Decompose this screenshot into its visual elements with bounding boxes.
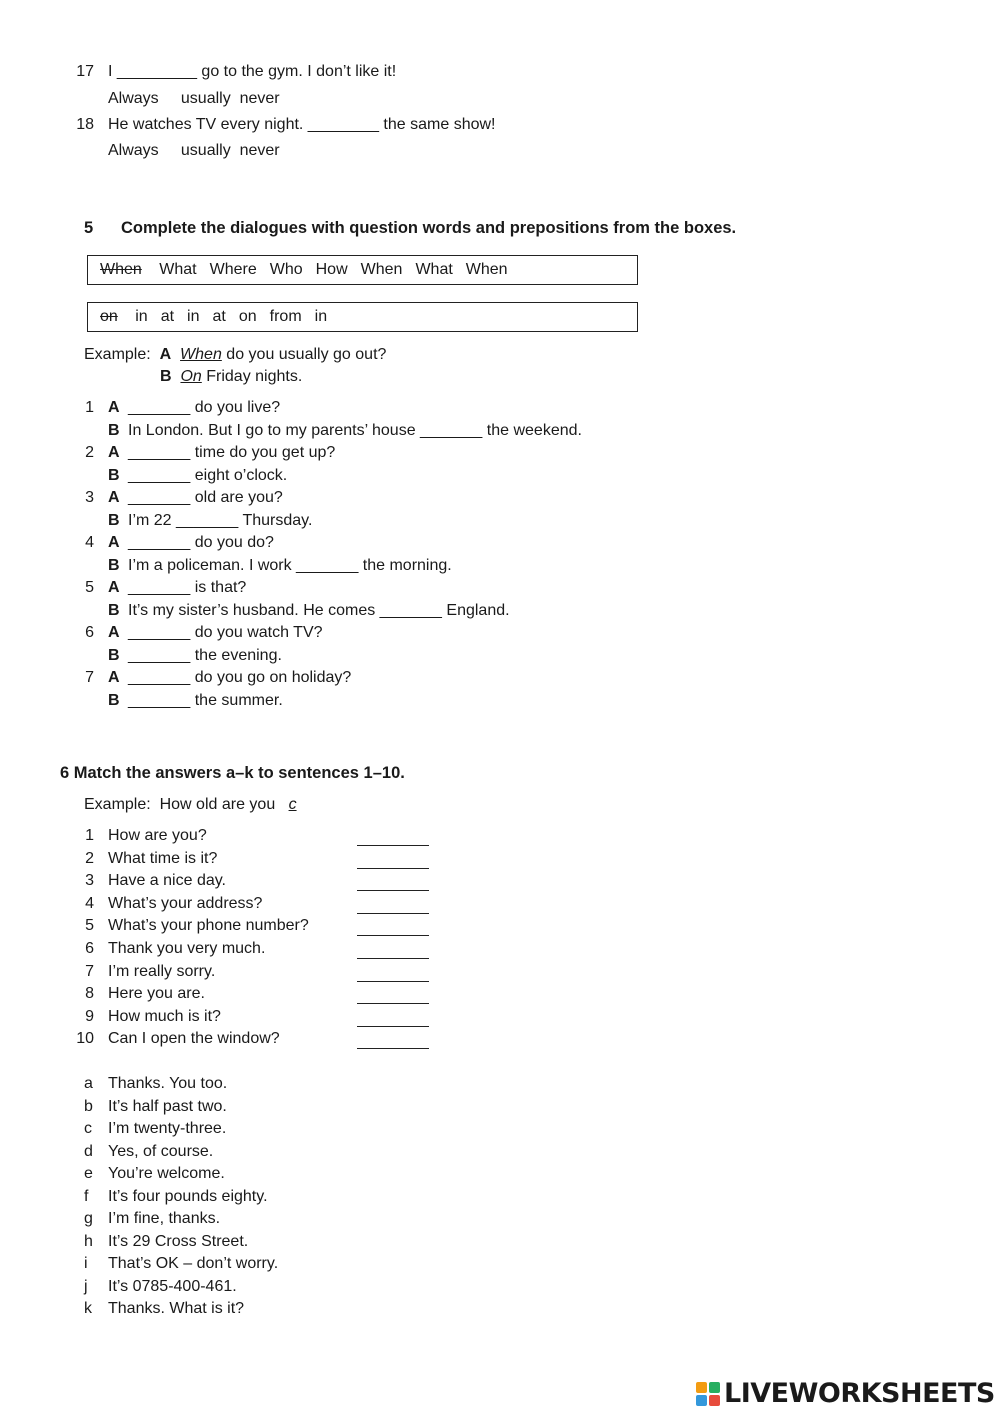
sentence-number: 4 [85,894,94,912]
speaker-a: A [108,579,120,596]
answer-letter: k [84,1300,92,1317]
speaker-a: A [108,444,120,461]
answer-blank[interactable] [357,935,429,936]
answer-blank[interactable] [357,958,429,959]
answer-letter: j [84,1277,88,1295]
answer-text: Thanks. What is it? [108,1300,245,1317]
box-word: What [415,261,453,278]
answer-letter: a [84,1075,93,1092]
question-options: Always usually never [108,90,280,107]
box-word: in [187,308,200,325]
box-word: in [135,308,148,325]
speaker-a: A [108,399,120,416]
speaker-a: A [108,489,120,506]
dialogue-line-a: _______ do you go on holiday? [128,669,352,686]
question-number: 18 [76,116,94,133]
dialogue-number: 4 [85,534,94,551]
section-5-title: Complete the dialogues with question words and prepositions from the boxes. [121,219,737,237]
dialogue-line-b: In London. But I go to my parents’ house _______ the weekend. [128,422,582,439]
dialogue-line-a: _______ old are you? [128,489,283,506]
dialogue-number: 5 [85,579,94,596]
dialogue-line-b: I’m a policeman. I work _______ the morning. [128,557,452,574]
answer-text: Thanks. You too. [108,1075,228,1092]
sentence-text: Thank you very much. [108,940,266,957]
question-text: I _________ go to the gym. I don’t like it! [108,63,397,80]
struck-word: When [100,261,142,278]
speaker-a: A [159,346,172,363]
sentence-text: How much is it? [108,1007,221,1025]
dialogue-line-a: _______ do you live? [128,399,281,416]
box-word: What [159,261,197,278]
dialogue-line-a: _______ do you watch TV? [128,624,323,641]
answer-letter: c [84,1120,92,1137]
speaker-b: B [108,692,120,709]
dialogue-number: 6 [85,624,94,641]
answer-text: I’m fine, thanks. [108,1210,221,1227]
dialogue-number: 2 [85,444,94,461]
box-word: How [315,261,348,278]
answer-text: It’s half past two. [108,1097,227,1115]
example-line-a [84,345,386,365]
box-word: at [212,308,226,325]
box-word: at [160,308,175,325]
answer-text: I’m twenty-three. [108,1120,227,1137]
example-label: Example: [84,796,151,813]
dialogue-number: 1 [85,399,94,416]
example-text: Friday nights. [206,368,303,385]
dialogue-line-b: _______ eight o’clock. [128,467,288,484]
logo-square [696,1382,707,1393]
example-answer: On [180,368,202,385]
dialogue-line-a: _______ is that? [128,579,247,596]
sentence-text: I’m really sorry. [108,962,216,980]
box-word: When [465,261,508,278]
box-word: in [314,308,328,325]
answer-letter: f [84,1187,89,1205]
example-answer: When [180,346,222,363]
dialogue-line-a: _______ time do you get up? [128,444,336,461]
answer-blank[interactable] [357,1026,429,1027]
speaker-b: B [108,422,120,439]
example-text: How old are you [159,796,276,813]
logo-icon [696,1382,720,1406]
answer-text: You’re welcome. [108,1165,225,1182]
sentence-text: Here you are. [108,985,205,1003]
answer-blank[interactable] [357,913,429,914]
answer-letter: d [84,1142,93,1160]
sentence-text: How are you? [108,827,207,844]
answer-blank[interactable] [357,845,429,846]
answer-letter: g [84,1210,93,1227]
logo-text: LIVEWORKSHEETS [724,1378,995,1409]
answer-blank[interactable] [357,1048,429,1049]
box-word: on [238,308,257,325]
sentence-text: Have a nice day. [108,872,226,890]
answer-blank[interactable] [357,1003,429,1004]
dialogue-number: 3 [85,489,94,506]
speaker-b: B [108,512,120,529]
speaker-a: A [108,624,120,641]
answer-letter: i [84,1255,88,1272]
sentence-number: 3 [85,872,94,890]
sentence-number: 1 [85,827,94,844]
speaker-b: B [108,602,120,619]
section-6-title: 6 Match the answers a–k to sentences 1–10. [60,764,405,782]
speaker-a: A [108,534,120,551]
dialogue-line-b: _______ the summer. [128,692,283,709]
question-options: Always usually never [108,142,280,159]
dialogue-number: 7 [85,669,94,686]
answer-text: It’s four pounds eighty. [108,1187,268,1205]
sentence-text: Can I open the window? [108,1030,280,1048]
sentence-number: 8 [85,985,94,1003]
speaker-b: B [108,647,120,664]
box-word: from [269,308,302,325]
section-5-number: 5 [84,219,94,237]
example-line-b [160,367,302,387]
dialogue-line-a: _______ do you do? [128,534,274,551]
speaker-b: B [108,557,120,574]
example-answer: c [288,796,297,813]
speaker-a: A [108,669,120,686]
struck-word: on [100,308,118,325]
dialogue-line-b: I’m 22 _______ Thursday. [128,512,313,529]
answer-letter: h [84,1232,93,1250]
example-label: Example: [84,346,151,363]
answer-letter: e [84,1165,93,1182]
liveworksheets-logo [696,1378,995,1409]
question-words-box [87,255,638,285]
sentence-number: 7 [85,962,94,980]
answer-blank[interactable] [357,868,429,869]
answer-letter: b [84,1097,93,1115]
question-text: He watches TV every night. ________ the same show! [108,116,496,133]
answer-text: It’s 0785-400-461. [108,1277,237,1295]
speaker-b: B [160,368,172,385]
box-word: When [360,261,403,278]
sentence-number: 5 [85,917,94,935]
box-word: Who [269,261,303,278]
logo-square [709,1382,720,1393]
sentence-number: 9 [85,1007,94,1025]
sentence-text: What time is it? [108,849,218,867]
sentence-number: 2 [85,849,94,867]
box-word: Where [209,261,257,278]
answer-blank[interactable] [357,890,429,891]
logo-square [696,1395,707,1406]
answer-text: It’s 29 Cross Street. [108,1232,249,1250]
speaker-b: B [108,467,120,484]
question-number: 17 [76,63,94,80]
sentence-number: 6 [85,940,94,957]
logo-square [709,1395,720,1406]
answer-text: That’s OK – don’t worry. [108,1255,279,1272]
answer-blank[interactable] [357,981,429,982]
sentence-number: 10 [76,1030,94,1048]
example-text: do you usually go out? [226,346,387,363]
sentence-text: What’s your address? [108,894,263,912]
sentence-text: What’s your phone number? [108,917,309,935]
dialogue-line-b: _______ the evening. [128,647,282,664]
dialogue-line-b: It’s my sister’s husband. He comes _______ England. [128,602,510,619]
answer-text: Yes, of course. [108,1142,214,1160]
match-example [84,795,297,815]
prepositions-box [87,302,638,332]
